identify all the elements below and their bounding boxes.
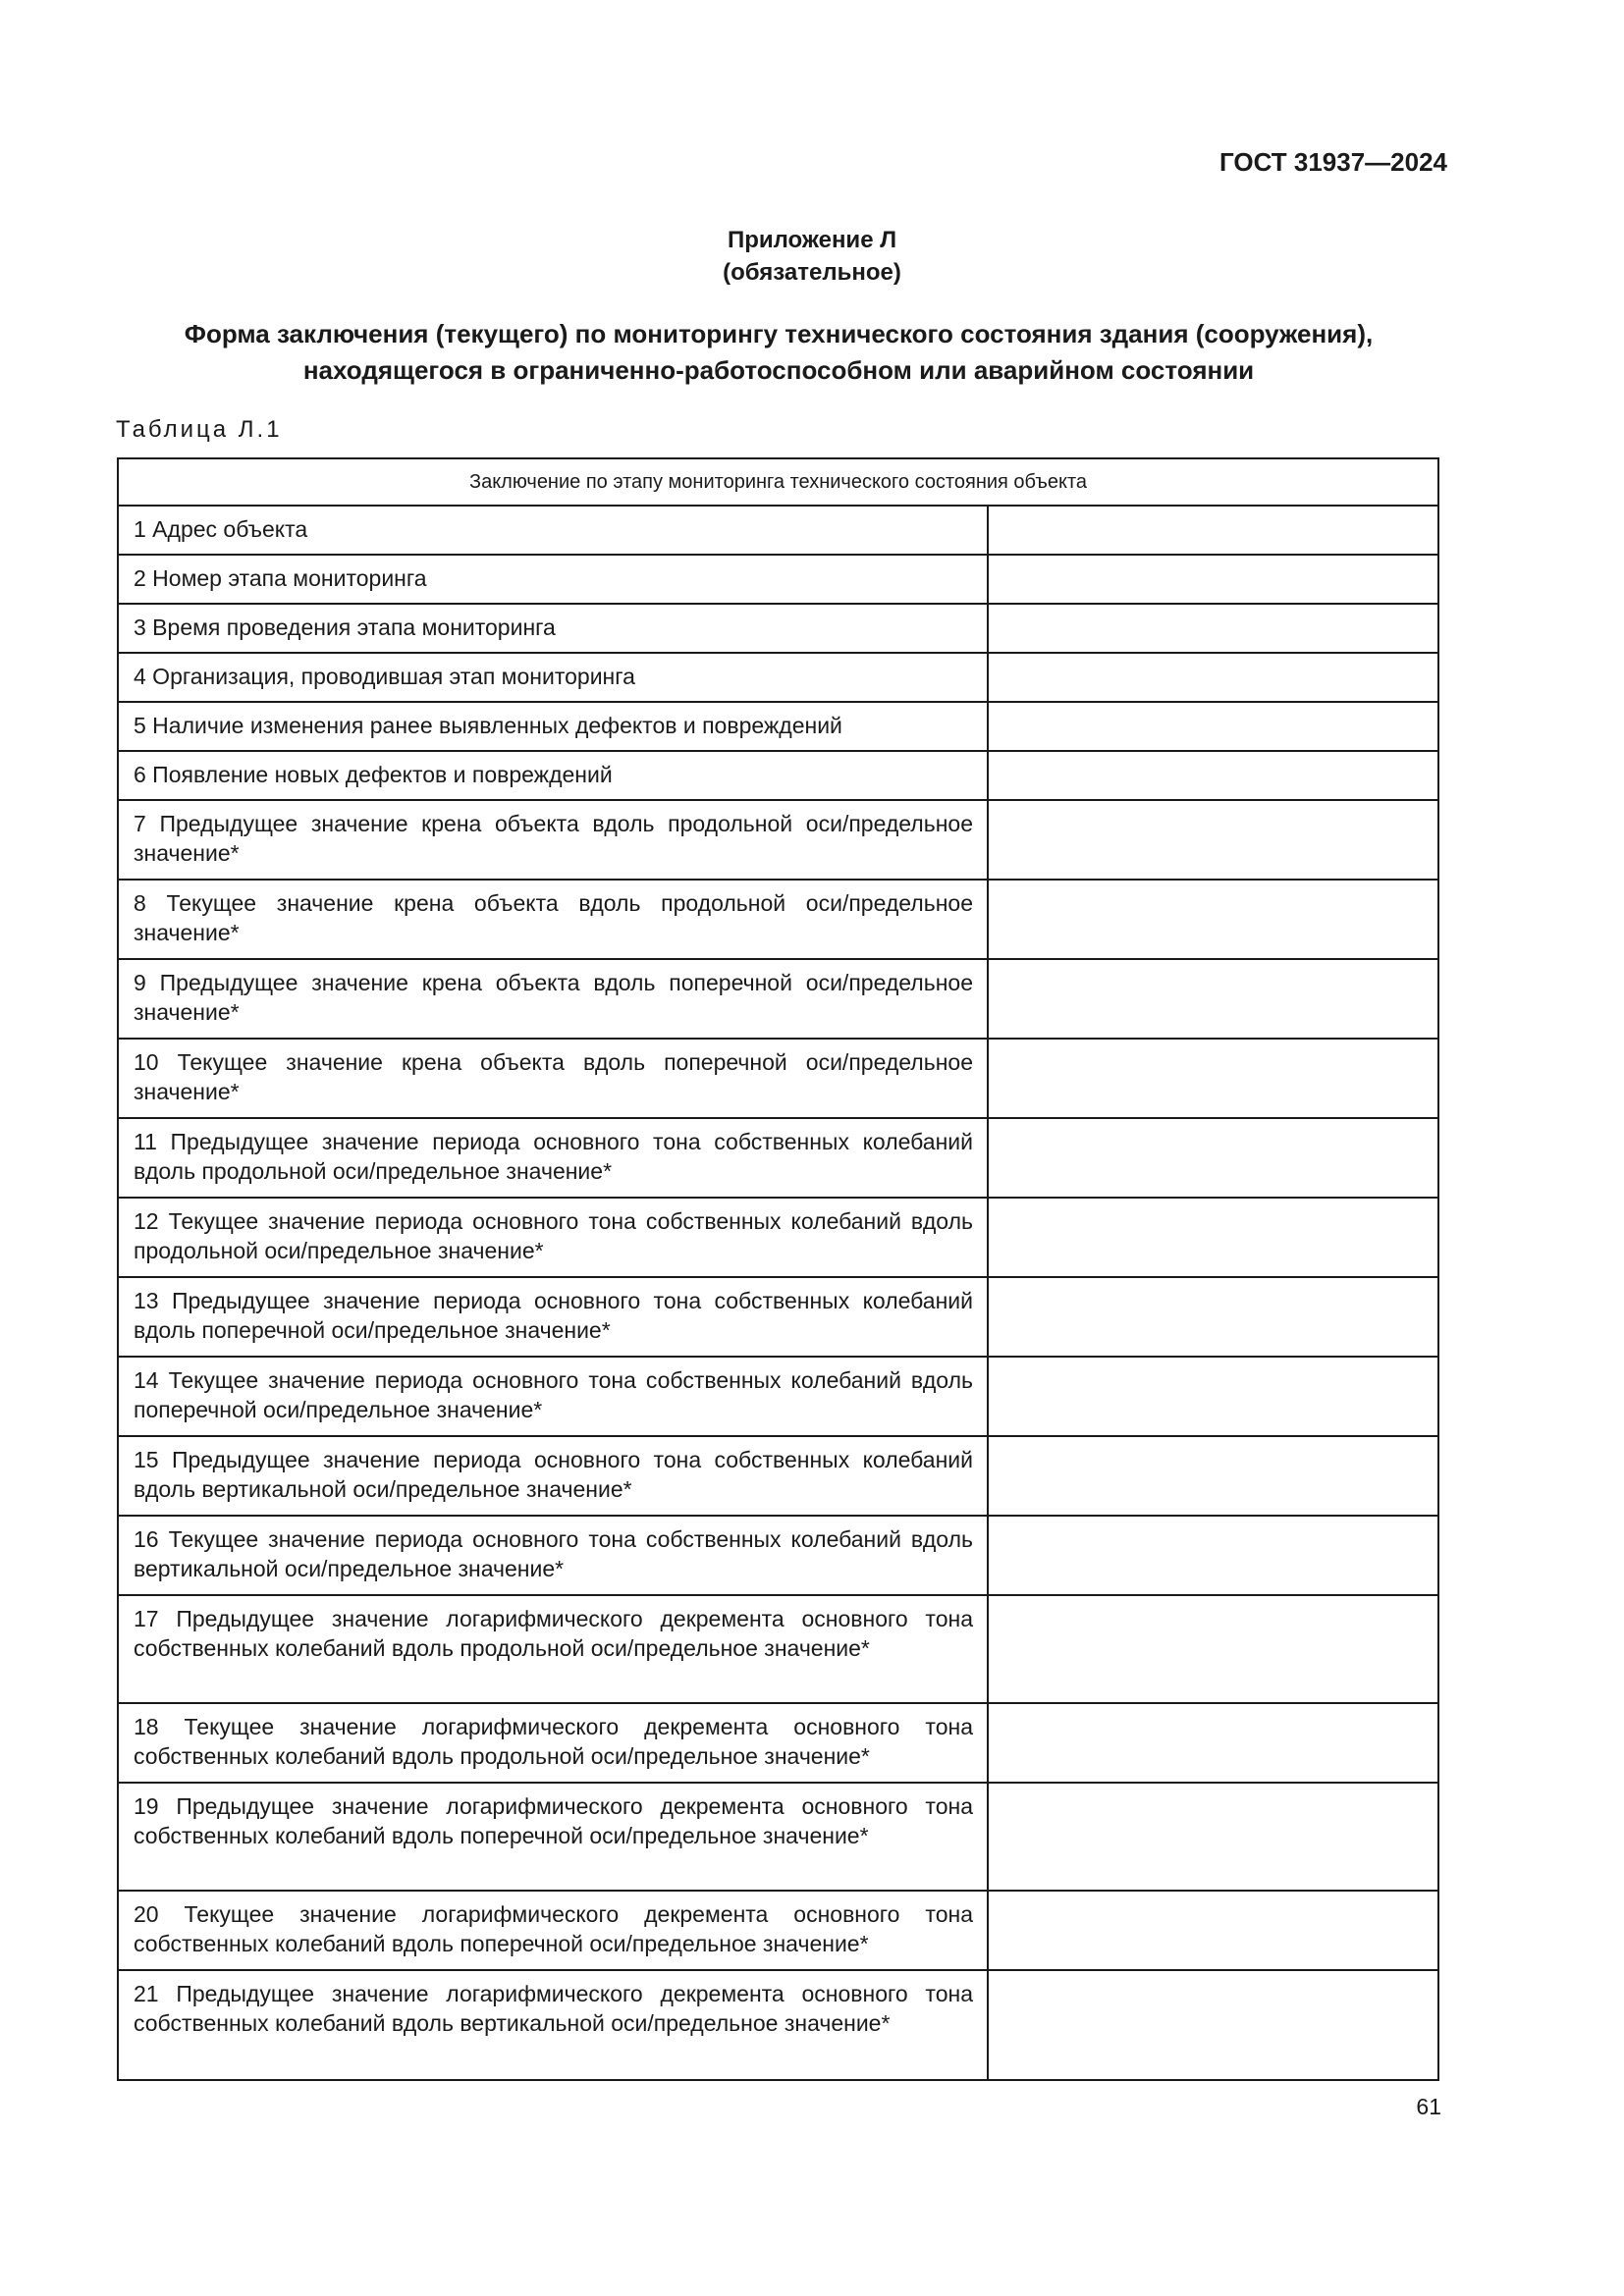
row-value-cell <box>989 1704 1437 1782</box>
row-label: 5 Наличие изменения ранее выявленных дефектов и повреждений <box>119 703 989 750</box>
form-title-line-2: находящегося в ограниченно-работоспособном или аварийном состоянии <box>302 355 1255 385</box>
row-value-cell <box>989 881 1437 958</box>
table-row <box>119 1278 1437 1358</box>
table-row <box>119 507 1437 556</box>
row-label: 19 Предыдущее значение логарифмического декремента основного тона собственных колебаний вдоль поперечной оси/предельное значение* <box>119 1784 989 1890</box>
row-value-cell <box>989 1784 1437 1890</box>
table-row <box>119 1358 1437 1437</box>
row-value-cell <box>989 801 1437 879</box>
row-value-cell <box>989 1278 1437 1356</box>
table-row <box>119 605 1437 654</box>
row-label: 18 Текущее значение логарифмического декремента основного тона собственных колебаний вдоль продольной оси/предельное значение* <box>119 1704 989 1782</box>
form-title <box>118 316 1439 389</box>
row-label: 7 Предыдущее значение крена объекта вдоль продольной оси/предельное значение* <box>119 801 989 879</box>
row-label: 2 Номер этапа мониторинга <box>119 556 989 603</box>
table-row <box>119 801 1437 881</box>
form-title-line-1: Форма заключения (текущего) по мониторингу технического состояния здания (сооружения), <box>184 319 1374 348</box>
row-value-cell <box>989 752 1437 799</box>
row-label: 21 Предыдущее значение логарифмического декремента основного тона собственных колебаний вдоль вертикальной оси/предельное значение* <box>119 1971 989 2079</box>
table-header: Заключение по этапу мониторинга технического состояния объекта <box>119 459 1437 507</box>
annex-title: Приложение Л <box>727 227 897 253</box>
row-label: 20 Текущее значение логарифмического декремента основного тона собственных колебаний вдоль поперечной оси/предельное значение* <box>119 1892 989 1969</box>
table-row <box>119 881 1437 960</box>
table-row <box>119 1704 1437 1784</box>
row-value-cell <box>989 1517 1437 1594</box>
row-label: 6 Появление новых дефектов и повреждений <box>119 752 989 799</box>
table-row <box>119 1040 1437 1119</box>
table-row <box>119 960 1437 1040</box>
row-value-cell <box>989 1971 1437 2079</box>
document-code: ГОСТ 31937—2024 <box>1219 147 1447 177</box>
row-label: 17 Предыдущее значение логарифмического декремента основного тона собственных колебаний вдоль продольной оси/предельное значение* <box>119 1596 989 1702</box>
page-number: 61 <box>1416 2094 1441 2119</box>
conclusion-table <box>117 457 1439 2081</box>
row-label: 16 Текущее значение периода основного тона собственных колебаний вдоль вертикальной оси/предельное значение* <box>119 1517 989 1594</box>
table-row <box>119 654 1437 703</box>
table-row <box>119 752 1437 801</box>
row-label: 15 Предыдущее значение периода основного тона собственных колебаний вдоль вертикальной оси/предельное значение* <box>119 1437 989 1515</box>
table-row <box>119 1119 1437 1199</box>
row-label: 9 Предыдущее значение крена объекта вдоль поперечной оси/предельное значение* <box>119 960 989 1038</box>
row-value-cell <box>989 1040 1437 1117</box>
table-row <box>119 1517 1437 1596</box>
row-value-cell <box>989 556 1437 603</box>
row-label: 11 Предыдущее значение периода основного тона собственных колебаний вдоль продольной оси/предельное значение* <box>119 1119 989 1197</box>
row-value-cell <box>989 960 1437 1038</box>
row-label: 1 Адрес объекта <box>119 507 989 554</box>
row-label: 12 Текущее значение периода основного тона собственных колебаний вдоль продольной оси/предельное значение* <box>119 1199 989 1276</box>
row-value-cell <box>989 605 1437 652</box>
table-row <box>119 703 1437 752</box>
row-label: 8 Текущее значение крена объекта вдоль продольной оси/предельное значение* <box>119 881 989 958</box>
table-row <box>119 556 1437 605</box>
row-value-cell <box>989 1437 1437 1515</box>
table-row <box>119 1596 1437 1704</box>
row-label: 4 Организация, проводившая этап мониторинга <box>119 654 989 701</box>
row-value-cell <box>989 1119 1437 1197</box>
table-row <box>119 1892 1437 1971</box>
annex-heading <box>0 224 1624 289</box>
row-label: 3 Время проведения этапа мониторинга <box>119 605 989 652</box>
table-row <box>119 1784 1437 1892</box>
row-value-cell <box>989 703 1437 750</box>
annex-status: (обязательное) <box>723 259 901 286</box>
table-row <box>119 1437 1437 1517</box>
table-row <box>119 1199 1437 1278</box>
row-label: 13 Предыдущее значение периода основного тона собственных колебаний вдоль поперечной оси/предельное значение* <box>119 1278 989 1356</box>
row-label: 14 Текущее значение периода основного тона собственных колебаний вдоль поперечной оси/предельное значение* <box>119 1358 989 1435</box>
row-value-cell <box>989 654 1437 701</box>
row-value-cell <box>989 1199 1437 1276</box>
table-row <box>119 1971 1437 2079</box>
row-value-cell <box>989 1596 1437 1702</box>
row-value-cell <box>989 1358 1437 1435</box>
row-label: 10 Текущее значение крена объекта вдоль поперечной оси/предельное значение* <box>119 1040 989 1117</box>
row-value-cell <box>989 507 1437 554</box>
row-value-cell <box>989 1892 1437 1969</box>
table-label: Таблица Л.1 <box>116 416 283 443</box>
